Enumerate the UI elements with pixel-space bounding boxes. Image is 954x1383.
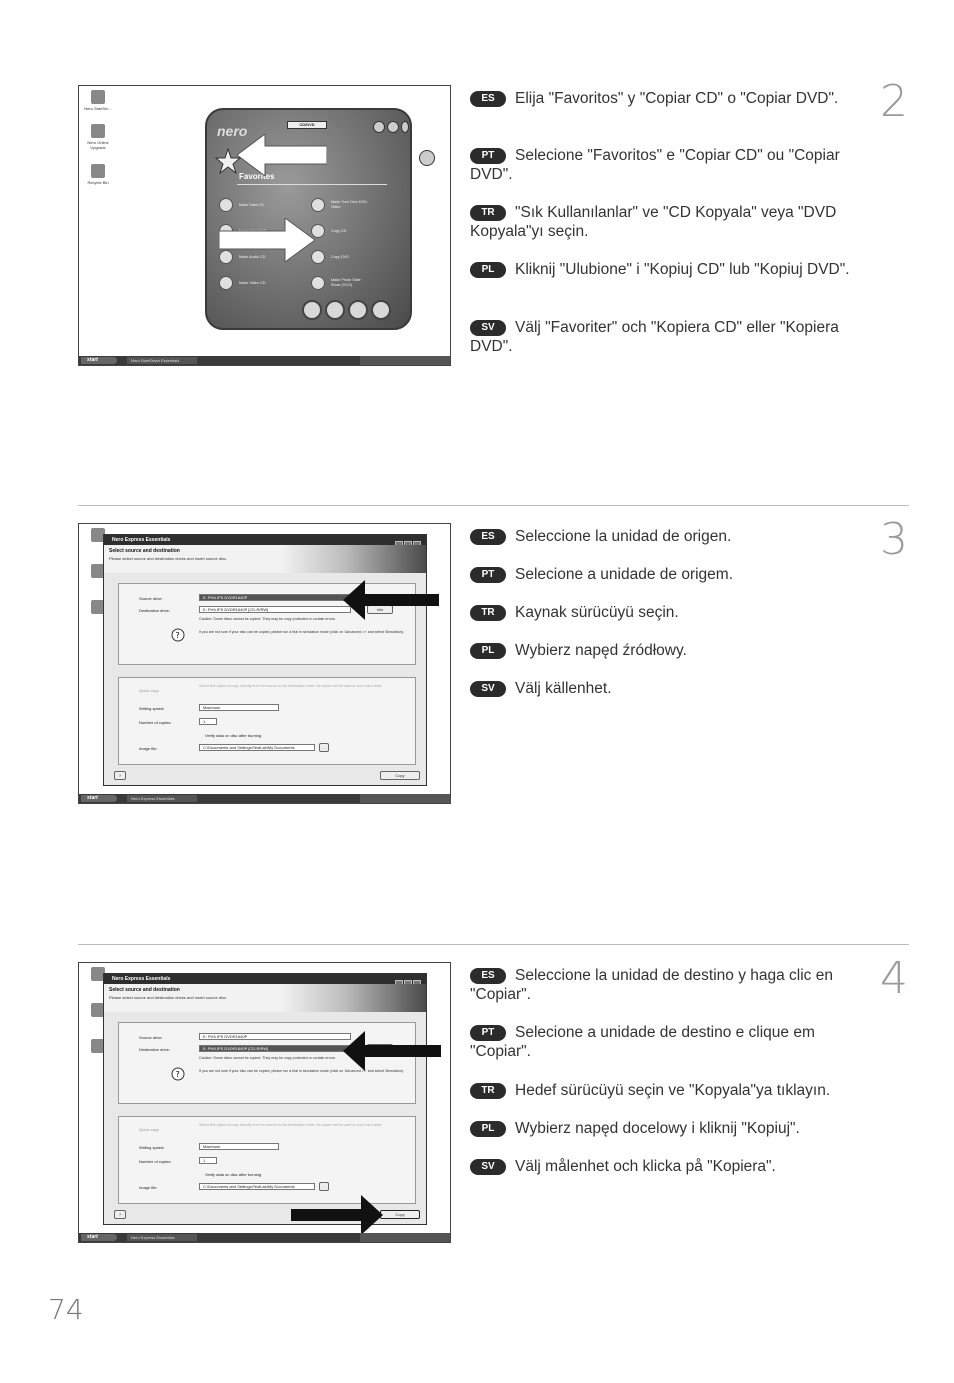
favorites-label[interactable]: Favorites: [239, 172, 275, 181]
recycle-bin-icon: [91, 164, 105, 178]
verify-checkbox[interactable]: Verify data on disc after burning: [205, 733, 262, 738]
start-button[interactable]: start: [81, 357, 117, 364]
step-item: [470, 89, 838, 108]
advice-text: If you are not sure if your disc can be copied, please run a trial in simulation mode (click on 'Advanced >>' and select Simulation).: [199, 630, 405, 634]
verify-checkbox[interactable]: Verify data on disc after burning: [205, 1172, 262, 1177]
step-text: Hedef sürücüyü seçin ve "Kopyala"ya tıklayın.: [515, 1082, 831, 1099]
image-file-label: Image file:: [139, 746, 158, 751]
window-title: Nero Express Essentials: [104, 974, 426, 984]
caution-text: Caution: Some discs cannot be copied. They may be copy protected or contain errors.: [199, 617, 336, 621]
arrow-right-icon: [291, 1195, 383, 1235]
quick-copy-option[interactable]: Quick copy: [139, 688, 159, 693]
lang-badge: PL: [470, 643, 506, 659]
lang-badge: SV: [470, 320, 506, 336]
step-item: [470, 679, 612, 698]
nero-item-label[interactable]: Make Your Own DVD-Video: [331, 200, 369, 209]
writing-speed-select[interactable]: Maximum: [199, 704, 279, 711]
browse-button[interactable]: …: [319, 743, 329, 752]
nero-startsmart-desktop-icon: [91, 90, 105, 104]
wizard-header: [104, 984, 426, 1012]
step-item: [470, 641, 687, 660]
section-divider: [78, 505, 909, 506]
close-icon[interactable]: [401, 121, 409, 133]
lang-badge: TR: [470, 1083, 506, 1099]
wizard-heading: Select source and destination: [109, 987, 180, 993]
step-item: [470, 527, 731, 546]
nero-express-window: [103, 534, 427, 786]
nero-item-label[interactable]: Copy CD: [331, 229, 347, 233]
step-text: Selecione a unidade de origem.: [515, 566, 734, 583]
lang-badge: TR: [470, 205, 506, 221]
writing-speed-select[interactable]: Maximum: [199, 1143, 279, 1150]
nero-item-label[interactable]: Make Data CD: [239, 203, 264, 207]
copies-label: Number of copies:: [139, 1159, 172, 1164]
lang-badge: PL: [470, 1121, 506, 1137]
destination-drive-label: Destination drive:: [139, 1047, 170, 1052]
step-text: Kaynak sürücüyü seçin.: [515, 604, 679, 621]
arrow-left-icon: [343, 580, 439, 620]
system-tray: [360, 1233, 450, 1242]
step-text: Välj "Favoriter" och "Kopiera CD" eller "Kopiera DVD".: [470, 319, 839, 355]
lang-badge: TR: [470, 605, 506, 621]
step-item: [470, 1157, 776, 1176]
quick-copy-note: Select this option to copy directly from the source to the destination drive. No space will be used on your hard drive.: [199, 1123, 383, 1127]
options-panel: [118, 1116, 416, 1204]
taskbar: [79, 1233, 450, 1242]
nero-item-label[interactable]: Make Video CD: [239, 281, 266, 285]
wizard-subheading: Please select source and destination drives and insert source disc.: [109, 995, 228, 1000]
page-number: 74: [48, 1293, 84, 1326]
source-drive-select[interactable]: E: PHILIPS DVDR1640P: [199, 1033, 351, 1040]
nero-upgrade-desktop-icon: [91, 124, 105, 138]
nero-item-label[interactable]: Make Audio CD: [239, 255, 266, 259]
svg-text:?: ?: [175, 1070, 180, 1079]
settings-icon[interactable]: [419, 150, 435, 166]
screenshot-select-source: [78, 523, 451, 804]
make-video-cd-icon[interactable]: [219, 276, 233, 290]
start-button[interactable]: start: [81, 795, 117, 802]
image-file-label: Image file:: [139, 1185, 158, 1190]
wizard-heading: Select source and destination: [109, 548, 180, 554]
copy-button[interactable]: Copy: [380, 771, 420, 780]
step-item: [470, 203, 860, 241]
step-text: "Sık Kullanılanlar" ve "CD Kopyala" veya "DVD Kopyala"yı seçin.: [470, 204, 837, 240]
lang-badge: PT: [470, 148, 506, 164]
copies-stepper[interactable]: 1: [199, 718, 217, 725]
nero-express-window: [103, 973, 427, 1225]
step-item: [470, 1119, 800, 1138]
advice-text: If you are not sure if your disc can be copied, please run a trial in simulation mode (click on 'Advanced >>' and select Simulation).: [199, 1069, 405, 1073]
step-text: Wybierz napęd źródłowy.: [515, 642, 687, 659]
nero-bottom-buttons[interactable]: [302, 300, 394, 325]
window-controls[interactable]: [394, 975, 424, 983]
screenshot-nero-startsmart: [78, 85, 451, 366]
window-controls[interactable]: [394, 536, 424, 544]
options-panel: [118, 677, 416, 765]
info-button[interactable]: Info: [367, 605, 393, 614]
step-text: Elija "Favoritos" y "Copiar CD" o "Copiar DVD".: [515, 90, 839, 107]
step-item: [470, 318, 860, 356]
help-button[interactable]: ?: [114, 771, 126, 780]
lang-badge: ES: [470, 529, 506, 545]
system-tray: [360, 794, 450, 803]
step-text: Kliknij "Ulubione" i "Kopiuj CD" lub "Kopiuj DVD".: [515, 261, 850, 278]
taskbar: [79, 794, 450, 803]
browse-button[interactable]: …: [319, 1182, 329, 1191]
nero-media-tab[interactable]: CD/DVD: [287, 121, 327, 129]
destination-drive-select[interactable]: E: PHILIPS DVDR1640P [CD-R/RW]: [199, 606, 351, 613]
destination-drive-select[interactable]: E: PHILIPS DVDR1640P [CD-R/RW]: [199, 1045, 351, 1052]
svg-text:?: ?: [175, 631, 180, 640]
desktop-icon-label: Nero Online Upgrade: [87, 140, 109, 150]
make-data-cd-icon[interactable]: [219, 198, 233, 212]
step-number: 4: [880, 953, 908, 1004]
destination-drive-label: Destination drive:: [139, 608, 170, 613]
copies-stepper[interactable]: 1: [199, 1157, 217, 1164]
help-button[interactable]: ?: [114, 1210, 126, 1219]
lang-badge: PT: [470, 567, 506, 583]
nero-item-label[interactable]: Copy DVD: [331, 255, 349, 259]
section-divider: [78, 944, 909, 945]
start-button[interactable]: start: [81, 1234, 117, 1241]
screenshot-select-destination: [78, 962, 451, 1243]
copy-button[interactable]: Copy: [380, 1210, 420, 1219]
lang-badge: ES: [470, 91, 506, 107]
nero-item-label[interactable]: Make Photo Slide Show (VCD): [331, 278, 361, 287]
desktop-icon-label: Recycle Bin: [87, 180, 109, 185]
source-drive-select[interactable]: E: PHILIPS DVDR1640P: [199, 594, 351, 601]
taskbar-task[interactable]: Nero Express Essentials: [127, 795, 197, 802]
window-title: Nero Express Essentials: [104, 535, 426, 545]
quick-copy-note: Select this option to copy directly from the source to the destination drive. No space will be used on your hard drive.: [199, 684, 383, 688]
source-drive-label: Source drive:: [139, 1035, 163, 1040]
lang-badge: PT: [470, 1025, 506, 1041]
arrow-left-icon: [237, 134, 327, 176]
desktop-icon-label: Nero StartSm...: [84, 106, 112, 111]
wizard-header: [104, 545, 426, 573]
make-dvd-video-icon[interactable]: [311, 198, 325, 212]
step-item: [470, 146, 860, 184]
step-item: [470, 1023, 860, 1061]
lang-badge: SV: [470, 1159, 506, 1175]
step-text: Seleccione la unidad de origen.: [515, 528, 732, 545]
taskbar: [79, 356, 450, 365]
image-file-input[interactable]: C:\Documents and Settings\TestLab\My Documents: [199, 744, 315, 751]
step-item: [470, 966, 860, 1004]
help-bubble-icon: [171, 628, 185, 642]
step-text: Selecione a unidade de destino e clique em "Copiar".: [470, 1024, 815, 1060]
source-drive-label: Source drive:: [139, 596, 163, 601]
image-file-input[interactable]: C:\Documents and Settings\TestLab\My Documents: [199, 1183, 315, 1190]
lang-badge: PL: [470, 262, 506, 278]
step-text: Välj målenhet och klicka på "Kopiera".: [515, 1158, 776, 1175]
lang-badge: SV: [470, 681, 506, 697]
arrow-right-icon: [219, 218, 315, 262]
step-text: Wybierz napęd docelowy i kliknij "Kopiuj".: [515, 1120, 800, 1137]
step-text: Selecione "Favoritos" e "Copiar CD" ou "Copiar DVD".: [470, 147, 840, 183]
taskbar-task[interactable]: Nero StartSmart Essentials: [127, 357, 197, 364]
step-text: Välj källenhet.: [515, 680, 612, 697]
quick-copy-option[interactable]: Quick copy: [139, 1127, 159, 1132]
step-number: 3: [880, 514, 908, 565]
arrow-left-icon: [343, 1031, 441, 1071]
taskbar-task[interactable]: Nero Express Essentials: [127, 1234, 197, 1241]
step-item: [470, 1081, 830, 1100]
copies-label: Number of copies:: [139, 720, 172, 725]
system-tray: [360, 356, 450, 365]
step-item: [470, 603, 679, 622]
photo-slideshow-icon[interactable]: [311, 276, 325, 290]
writing-speed-label: Writing speed:: [139, 706, 165, 711]
writing-speed-label: Writing speed:: [139, 1145, 165, 1150]
help-icon[interactable]: [387, 121, 399, 133]
step-item: [470, 565, 733, 584]
help-bubble-icon: [171, 1067, 185, 1081]
step-item: [470, 260, 850, 279]
caution-text: Caution: Some discs cannot be copied. They may be copy protected or contain errors.: [199, 1056, 336, 1060]
step-text: Seleccione la unidad de destino y haga clic en "Copiar".: [470, 967, 833, 1003]
nero-logo: nero: [217, 123, 248, 139]
lang-badge: ES: [470, 968, 506, 984]
minimize-icon[interactable]: [373, 121, 385, 133]
wizard-subheading: Please select source and destination drives and insert source disc.: [109, 556, 228, 561]
step-number: 2: [880, 76, 908, 127]
